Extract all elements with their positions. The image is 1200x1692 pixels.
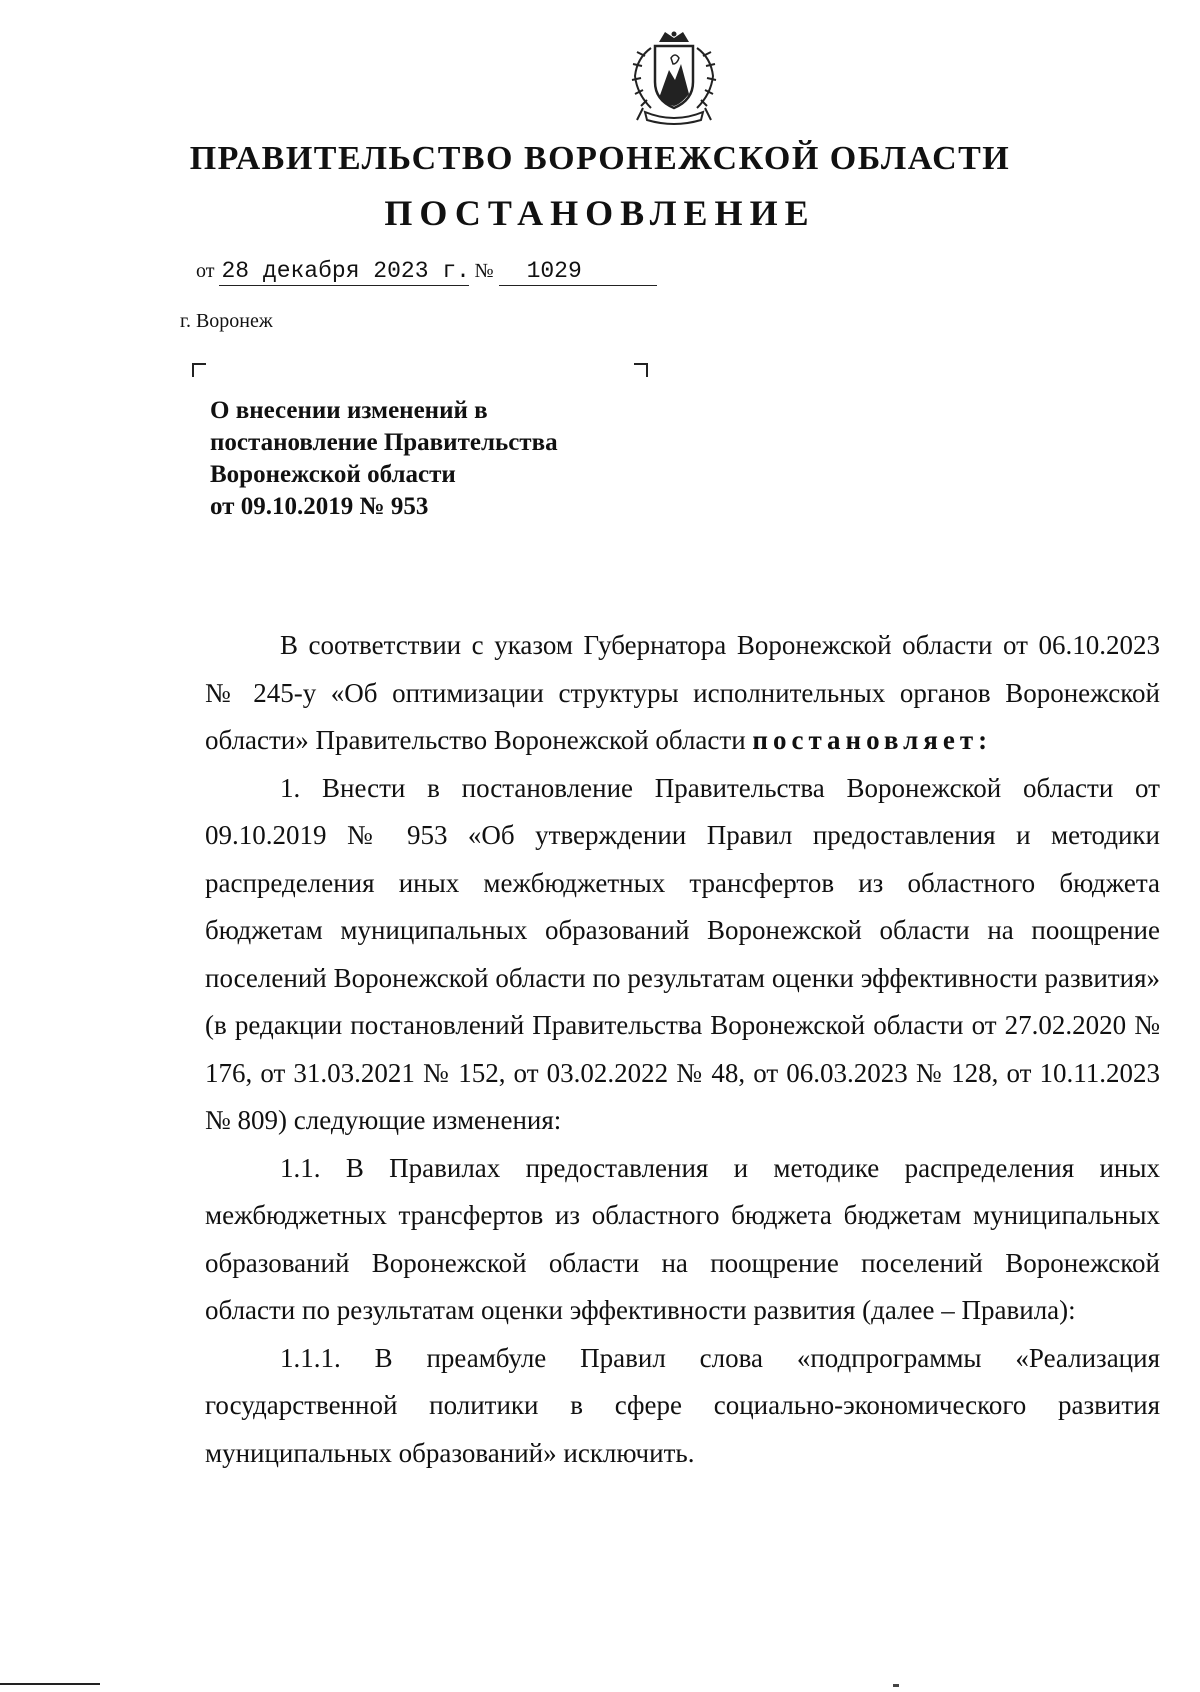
clause-1-1: 1.1. В Правилах предоставления и методике распределения иных межбюджетных трансфертов из областного бюджета бюджетам муниципальных образований Воронежской области на поощрение поселений Воронежской области по результатам оценки эффективности развития (далее – Правила):: [205, 1152, 1160, 1325]
government-title: ПРАВИТЕЛЬСТВО ВОРОНЕЖСКОЙ ОБЛАСТИ: [189, 140, 1011, 177]
bottom-mark: [893, 1684, 899, 1687]
resolves-word: постановляет:: [752, 725, 993, 755]
date-number-line: [196, 258, 657, 286]
city: г. Воронеж: [180, 310, 273, 332]
subject-line: от 09.10.2019 № 953: [210, 493, 429, 520]
preamble-paragraph: [205, 622, 1160, 765]
document-number: 1029: [499, 258, 657, 286]
subject-line: О внесении изменений в: [210, 397, 488, 424]
subject-corner-right: [634, 363, 648, 377]
bottom-rule: [0, 1683, 100, 1685]
document-body: [205, 622, 1160, 1477]
number-sign: №: [474, 260, 494, 282]
clause-1-1-1: 1.1.1. В преамбуле Правил слова «подпрограммы «Реализация государственной политики в сфере социально-экономического развития муниципальных образований» исключить.: [205, 1342, 1160, 1468]
clause-1: 1. Внести в постановление Правительства Воронежской области от 09.10.2019 № 953 «Об утверждении Правил предоставления и методики распределения иных межбюджетных трансфертов из областного бюджета бюджетам муниципальных образований Воронежской области на поощрение поселений Воронежской области по результатам оценки эффективности развития» (в редакции постановлений Правительства Воронежской области от 27.02.2020 № 176, от 31.03.2021 № 152, от 03.02.2022 № 48, от 06.03.2023 № 128, от 10.11.2023 № 809) следующие изменения:: [205, 772, 1160, 1135]
date-prefix: от: [196, 260, 215, 282]
voronezh-coat-of-arms-icon: [615, 28, 733, 128]
subject-line: постановление Правительства: [210, 429, 558, 456]
document-type: ПОСТАНОВЛЕНИЕ: [384, 193, 816, 233]
subject-corner-left: [192, 363, 206, 377]
preamble-text: В соответствии с указом Губернатора Воронежской области от 06.10.2023 № 245-у «Об оптимизации структуры исполнительных органов Воронежской области» Правительство Воронежской области: [205, 630, 1160, 755]
document-date: 28 декабря 2023 г.: [221, 258, 470, 284]
subject-line: Воронежской области: [210, 461, 456, 488]
document-subject: [210, 395, 670, 523]
